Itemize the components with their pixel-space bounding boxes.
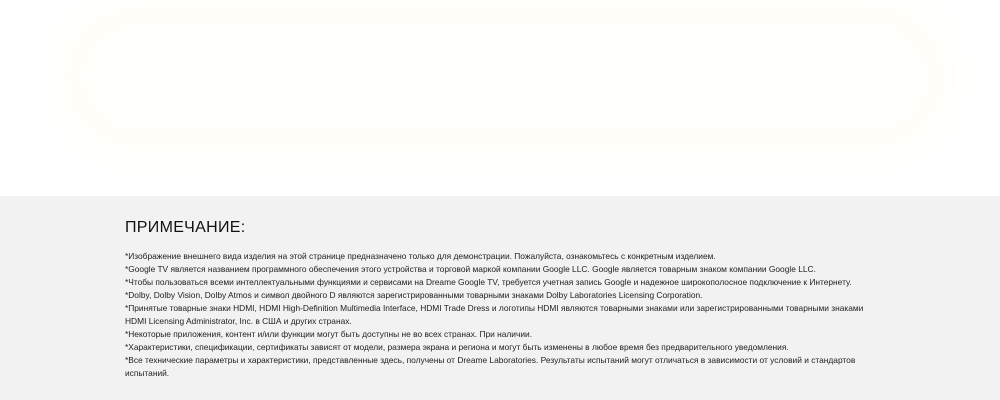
product-image-placeholder — [80, 22, 930, 132]
disclaimer-content — [125, 218, 875, 380]
disclaimer-item-specifications: *Характеристики, спецификации, сертификаты зависят от модели, размера экрана и региона и могут быть изменены в любое время без предварительного уведомления. — [125, 342, 789, 352]
disclaimer-item-hdmi: *Принятые товарные знаки HDMI, HDMI High-Definition Multimedia Interface, HDMI Trade Dress и логотипы HDMI являются товарными знаками или зарегистрированными товарными знаками HDMI Licensing Administrator, Inc. в США и других странах. — [125, 303, 864, 326]
disclaimer-item-testing: *Все технические параметры и характеристики, представленные здесь, получены от Dreame Laboratories. Результаты испытаний могут отличаться в зависимости от условий и стандартов испытаний. — [125, 355, 856, 378]
disclaimer-item-dolby: *Dolby, Dolby Vision, Dolby Atmos и символ двойного D являются зарегистрированными товарными знаками Dolby Laboratories Licensing Corporation. — [125, 290, 703, 300]
disclaimer-item-image: *Изображение внешнего вида изделия на этой странице предназначено только для демонстрации. Пожалуйста, ознакомьтесь с конкретным изделием. — [125, 251, 716, 261]
disclaimer-item-google-tv: *Google TV является названием программного обеспечения этого устройства и торговой маркой компании Google LLC. Google является товарным знаком компании Google LLC. — [125, 264, 816, 274]
disclaimer-item-availability: *Некоторые приложения, контент и/или функции могут быть доступны не во всех странах. При наличии. — [125, 329, 533, 339]
disclaimer-title: ПРИМЕЧАНИЕ: — [125, 219, 246, 236]
product-hero-image — [0, 0, 1000, 196]
disclaimer-list — [125, 250, 875, 380]
disclaimer-section — [0, 196, 1000, 400]
disclaimer-item-google-account: *Чтобы пользоваться всеми интеллектуальными функциями и сервисами на Dreame Google TV, требуется учетная запись Google и надежное широкополосное подключение к Интернету. — [125, 277, 852, 287]
